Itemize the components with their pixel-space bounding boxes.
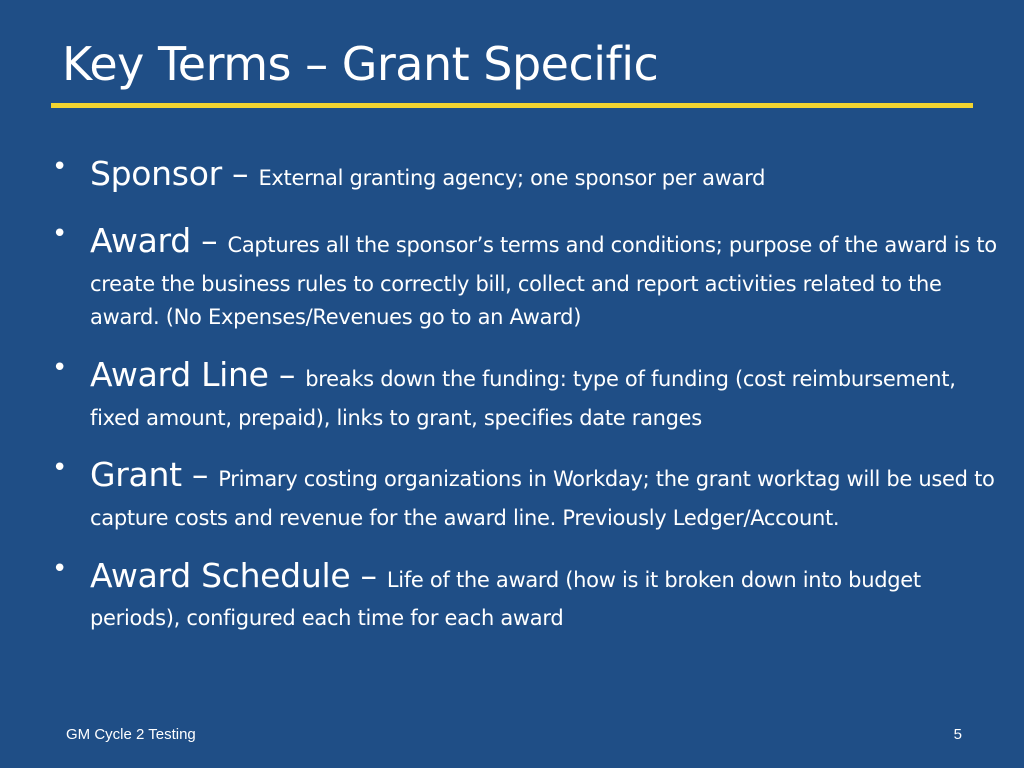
bullet-dot-icon: • <box>52 152 68 182</box>
bullet-item-award-line <box>50 349 1000 435</box>
page-title: Key Terms – Grant Specific <box>62 37 659 91</box>
bullet-item-sponsor <box>50 148 1000 201</box>
term-description: breaks down the funding: type of funding (cost reimbursement, fixed amount, prepaid), links to grant, specifies date ranges <box>90 366 956 430</box>
bullet-list <box>50 148 1000 650</box>
page-number: 5 <box>953 726 962 743</box>
term-description: Captures all the sponsor’s terms and conditions; purpose of the award is to create the business rules to correctly bill, collect and report activities related to the award. (No Expenses/Revenues go to an Award) <box>90 232 997 330</box>
footer-text: GM Cycle 2 Testing <box>66 726 196 743</box>
term-description: Primary costing organizations in Workday; the grant worktag will be used to capture costs and revenue for the award line. Previously Ledger/Account. <box>90 467 995 530</box>
bullet-dot-icon: • <box>52 218 68 249</box>
title-underline <box>51 103 973 108</box>
bullet-dot-icon: • <box>52 453 68 484</box>
bullet-item-award <box>50 215 1000 335</box>
term-label: Award – <box>90 220 228 260</box>
bullet-dot-icon: • <box>52 352 68 383</box>
term-description: Life of the award (how is it broken down into budget periods), configured each time for each award <box>90 567 921 631</box>
bullet-item-grant <box>50 449 1000 535</box>
term-label: Award Schedule – <box>90 555 387 595</box>
bullet-dot-icon: • <box>52 553 68 584</box>
term-label: Grant – <box>90 455 219 495</box>
bullet-item-award-schedule <box>50 550 1000 636</box>
term-label: Award Line – <box>90 354 306 394</box>
term-label: Sponsor – <box>90 154 259 193</box>
term-description: External granting agency; one sponsor per award <box>258 166 766 190</box>
